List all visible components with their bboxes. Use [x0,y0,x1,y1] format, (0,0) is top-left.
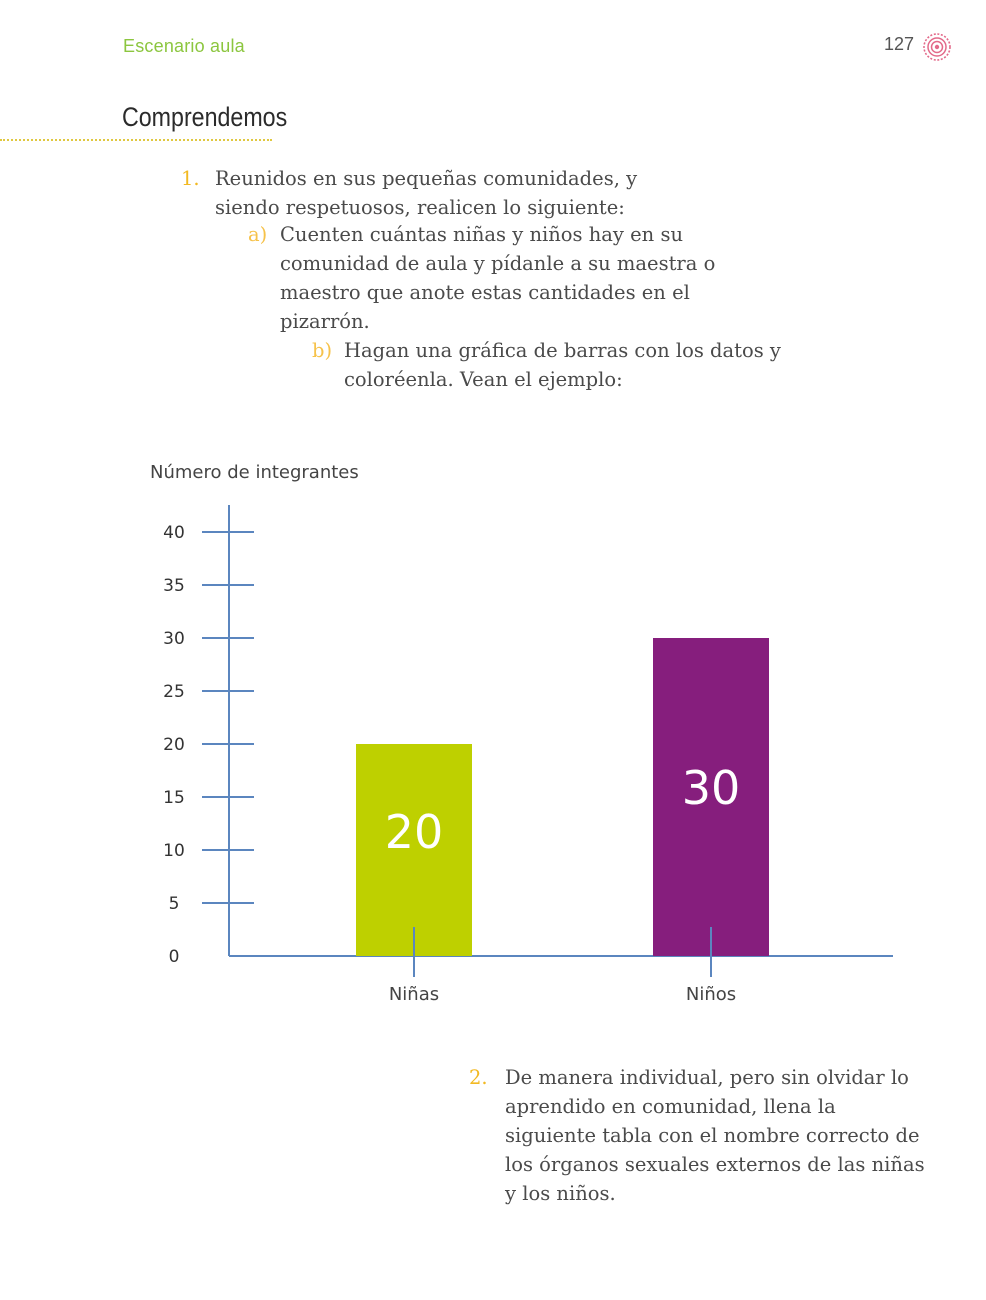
instruction-1a-text: Cuenten cuántas niñas y niños hay en su comunidad de aula y pídanle a su maestra o maestro que anote estas cantidades en el pizarrón. [280,223,716,333]
instruction-1b-letter: b) [312,339,333,362]
y-tick-label: 40 [163,523,185,543]
y-tick-label: 20 [163,735,185,755]
y-tick-label: 0 [168,947,180,967]
bar-data-label: 30 [681,761,741,815]
concentric-sun-icon [921,31,953,63]
instruction-1a-letter: a) [248,223,268,246]
y-tick-label: 5 [168,894,180,914]
y-tick-label: 30 [163,629,185,649]
x-tick-label: Niñas [388,984,440,1005]
y-tick-label: 25 [163,682,185,702]
instruction-1-text: Reunidos en sus pequeñas comunidades, y siendo respetuosos, realicen lo siguiente: [215,167,638,219]
instruction-2-number: 2. [469,1066,488,1089]
instruction-1b [312,336,784,394]
running-head: Escenario aula [123,36,245,56]
title-underline [0,139,272,141]
bar-data-label: 20 [384,805,444,859]
instruction-1a [248,220,730,336]
y-tick-label: 35 [163,576,185,596]
y-tick-label: 10 [163,841,185,861]
y-axis-label: Número de integrantes [150,462,359,483]
instruction-1-number: 1. [181,167,200,190]
y-tick-label: 15 [163,788,185,808]
section-title: Comprendemos [122,102,288,132]
instruction-2-text: De manera individual, pero sin olvidar lo aprendido en comunidad, llena la siguiente tabla con el nombre correcto de los órganos sexuales externos de las niñas y los niños. [505,1066,925,1205]
instruction-2 [469,1063,925,1208]
instruction-1b-text: Hagan una gráfica de barras con los datos y coloréenla. Vean el ejemplo: [344,339,781,391]
instruction-1 [181,164,675,222]
bar-chart [0,440,986,1040]
page-number: 127 [883,34,914,54]
x-tick-label: Niños [685,984,737,1005]
